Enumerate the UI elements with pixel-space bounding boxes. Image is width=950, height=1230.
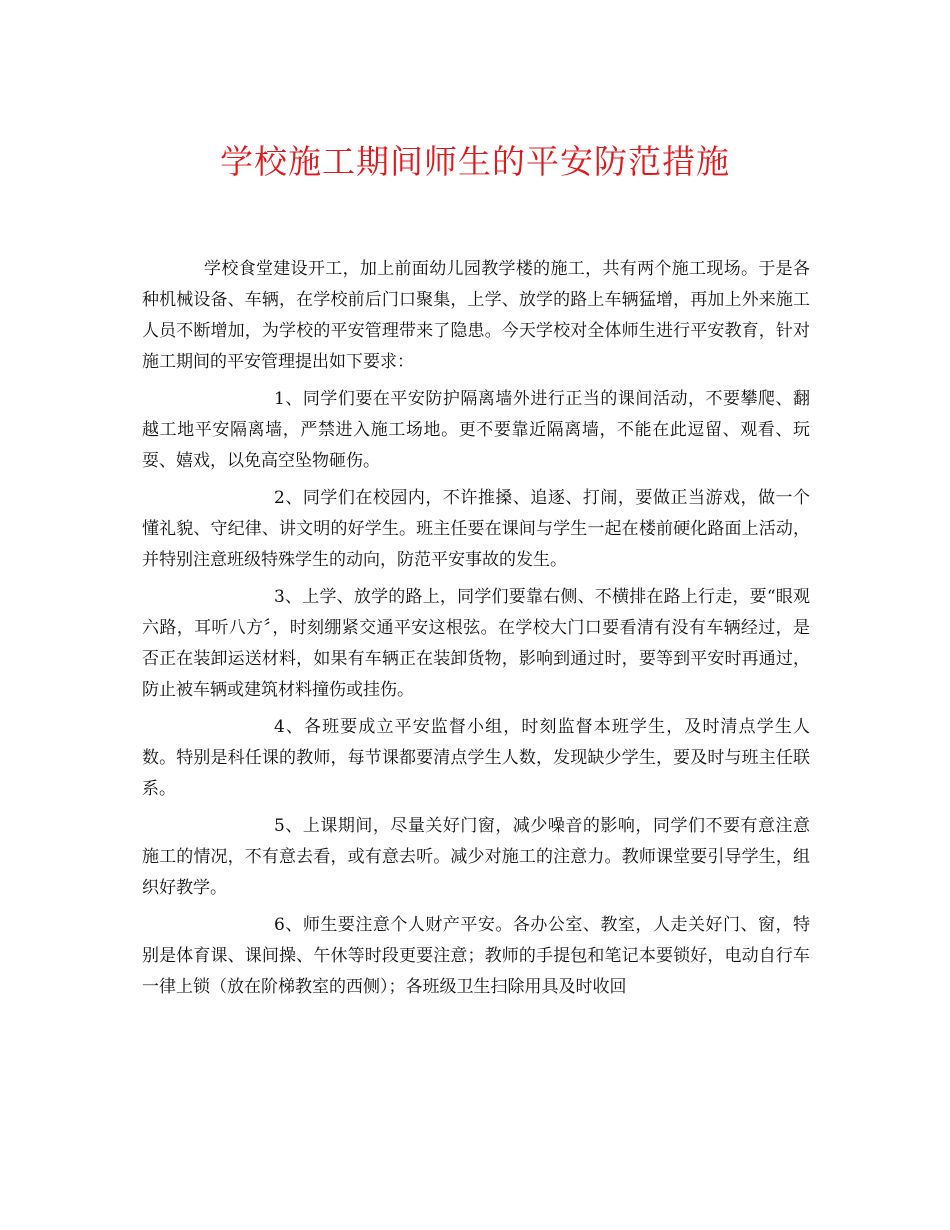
document-title: 学校施工期间师生的平安防范措施 (220, 142, 730, 181)
requirement-item-2: 2、同学们在校园内，不许推搡、追逐、打闹，要做正当游戏，做一个懂礼貌、守纪律、讲文明的好学生。班主任要在课间与学生一起在楼前硬化路面上活动，并特别注意班级特殊学生的动向，防范平安事故的发生。 (142, 488, 810, 570)
requirement-item-4: 4、各班要成立平安监督小组，时刻监督本班学生，及时清点学生人数。特别是科任课的教师，每节课都要清点学生人数，发现缺少学生，要及时与班主任联系。 (142, 717, 810, 799)
document-body (142, 254, 810, 1009)
intro-paragraph: 学校食堂建设开工，加上前面幼儿园教学楼的施工，共有两个施工现场。于是各种机械设备、车辆，在学校前后门口聚集，上学、放学的路上车辆猛增，再加上外来施工人员不断增加，为学校的平安管理带来了隐患。今天学校对全体师生进行平安教育，针对施工期间的平安管理提出如下要求： (142, 259, 810, 372)
requirement-item-1: 1、同学们要在平安防护隔离墙外进行正当的课间活动，不要攀爬、翻越工地平安隔离墙，严禁进入施工场地。更不要靠近隔离墙，不能在此逗留、观看、玩耍、嬉戏，以免高空坠物砸伤。 (142, 389, 810, 471)
requirement-item-6: 6、师生要注意个人财产平安。各办公室、教室，人走关好门、窗，特别是体育课、课间操、午休等时段更要注意；教师的手提包和笔记本要锁好，电动自行车一律上锁（放在阶梯教室的西侧）；各班级卫生扫除用具及时收回 (142, 915, 810, 997)
requirement-item-5: 5、上课期间，尽量关好门窗，减少噪音的影响，同学们不要有意注意施工的情况，不有意去看，或有意去听。减少对施工的注意力。教师课堂要引导学生，组织好教学。 (142, 816, 810, 898)
requirement-item-3: 3、上学、放学的路上，同学们要靠右侧、不横排在路上行走，要“眼观六路，耳听八方〞，时刻绷紧交通平安这根弦。在学校大门口要看清有没有车辆经过，是否正在装卸运送材料，如果有车辆正在装卸货物，影响到通过时，要等到平安时再通过，防止被车辆或建筑材料撞伤或挂伤。 (142, 587, 810, 700)
